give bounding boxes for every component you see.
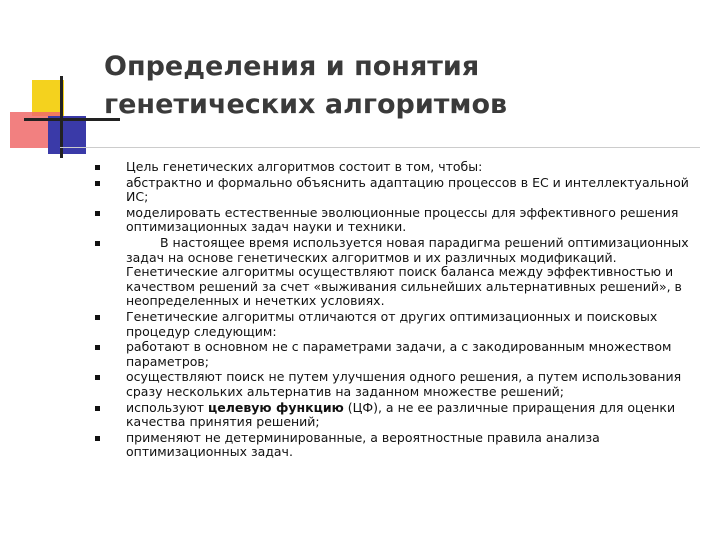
list-item-text: работают в основном не с параметрами задачи, а с закодированным множеством параметров; [126,339,672,369]
square-bullet-icon [95,345,100,350]
list-item [92,176,702,205]
square-bullet-icon [95,211,100,216]
list-item [92,160,702,175]
square-bullet-icon [95,315,100,320]
decor-vertical-line [60,76,63,158]
list-item-indent [126,235,160,250]
list-item [92,370,702,399]
list-item [92,431,702,460]
list-item [92,310,702,339]
square-bullet-icon [95,165,100,170]
square-bullet-icon [95,181,100,186]
list-item-text: применяют не детерминированные, а вероятностные правила анализа оптимизационных задач. [126,429,600,460]
slide-title-line-2: генетических алгоритмов [104,89,508,120]
list-item-text: абстрактно и формально объяснить адаптацию процессов в ЕС и интеллектуальной ИС; [126,174,689,205]
slide-title-line-1: Определения и понятия [104,51,480,82]
title-divider [60,147,700,148]
square-bullet-icon [95,375,100,380]
list-item-text: моделировать естественные эволюционные процессы для эффективного решения оптимизационных задач науки и техники. [126,204,679,235]
list-item [92,206,702,235]
list-item-text: осуществляют поиск не путем улучшения одного решения, а путем использования сразу нескольких альтернатив на заданном множестве решений; [126,369,682,399]
list-item-text: В настоящее время используется новая парадигма решений оптимизационных задач на основе генетических алгоритмов и их различных модификаций. Генетические алгоритмы осуществляют поиск баланса между эффективностью и качеством решений за счет «выживания сильнейших альтернативных решений», в неопределенных и нечетких условиях. [126,234,689,309]
list-item-text: Генетические алгоритмы отличаются от других оптимизационных и поисковых процедур следующим: [126,308,658,339]
list-item-text-before: используют [126,399,208,415]
square-bullet-icon [95,436,100,441]
square-bullet-icon [95,241,100,246]
list-item [92,340,702,369]
square-bullet-icon [95,406,100,411]
list-item-text: Цель генетических алгоритмов состоит в том, чтобы: [126,159,483,174]
slide-title [104,48,704,124]
list-item [92,236,702,309]
decor-blue-square [48,116,86,154]
list-item-bold-term: целевую функцию [208,399,344,415]
list-item-text-after: (ЦФ), а не ее различные приращения для оценки качества принятия решений; [126,399,676,430]
list-item [92,401,702,430]
bullet-list [92,160,702,461]
